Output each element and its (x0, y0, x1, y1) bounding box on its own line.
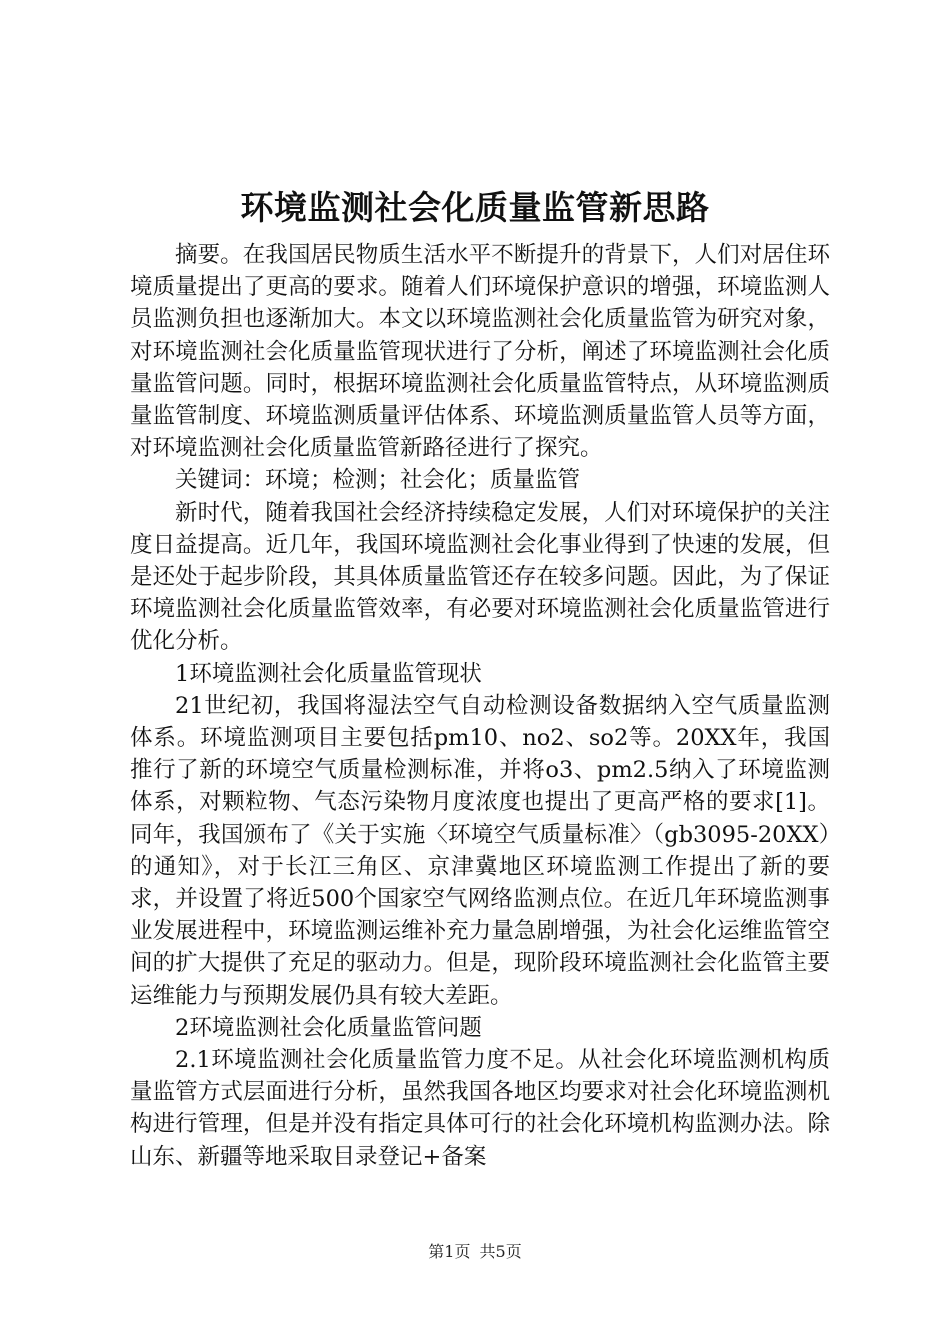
intro-paragraph: 新时代，随着我国社会经济持续稳定发展，人们对环境保护的关注度日益提高。近几年，我国环境监测社会化事业得到了快速的发展，但是还处于起步阶段，其具体质量监管还存在较多问题。因此，为了保证环境监测社会化质量监管效率，有必要对环境监测社会化质量监管进行优化分析。 (130, 499, 830, 655)
document-body (130, 239, 830, 1173)
section-1-paragraph: 21世纪初，我国将湿法空气自动检测设备数据纳入空气质量监测体系。环境监测项目主要包括pm10、no2、so2等。20XX年，我国推行了新的环境空气质量检测标准，并将o3、pm2.5纳入了环境监测体系，对颗粒物、气态污染物月度浓度也提出了更高严格的要求[1]。同年，我国颁布了《关于实施〈环境空气质量标准〉（gb3095-20XX）的通知》，对于长江三角区、京津冀地区环境监测工作提出了新的要求，并设置了将近500个国家空气网络监测点位。在近几年环境监测事业发展进程中，环境监测运维补充力量急剧增强，为社会化运维监管空间的扩大提供了充足的驱动力。但是，现阶段环境监测社会化监管主要运维能力与预期发展仍具有较大差距。 (130, 692, 830, 1009)
section-heading-2: 2环境监测社会化质量监管问题 (175, 1014, 482, 1041)
page-footer (0, 1240, 950, 1264)
section-heading-1: 1环境监测社会化质量监管现状 (175, 660, 482, 687)
current-page-label: 第1页 (428, 1242, 471, 1261)
total-pages-label: 共5页 (479, 1242, 522, 1261)
keywords-paragraph: 关键词：环境；检测；社会化；质量监管 (175, 467, 581, 494)
abstract-paragraph: 摘要。在我国居民物质生活水平不断提升的背景下，人们对居住环境质量提出了更高的要求。随着人们环境保护意识的增强，环境监测人员监测负担也逐渐加大。本文以环境监测社会化质量监管为研究对象，对环境监测社会化质量监管现状进行了分析，阐述了环境监测社会化质量监管问题。同时，根据环境监测社会化质量监管特点，从环境监测质量监管制度、环境监测质量评估体系、环境监测质量监管人员等方面，对环境监测社会化质量监管新路径进行了探究。 (130, 242, 830, 462)
section-2-1-paragraph: 2.1环境监测社会化质量监管力度不足。从社会化环境监测机构质量监管方式层面进行分析，虽然我国各地区均要求对社会化环境监测机构进行管理，但是并没有指定具体可行的社会化环境机构监测办法。除山东、新疆等地采取目录登记+备案 (130, 1047, 830, 1170)
document-title: 环境监测社会化质量监管新思路 (240, 188, 710, 227)
